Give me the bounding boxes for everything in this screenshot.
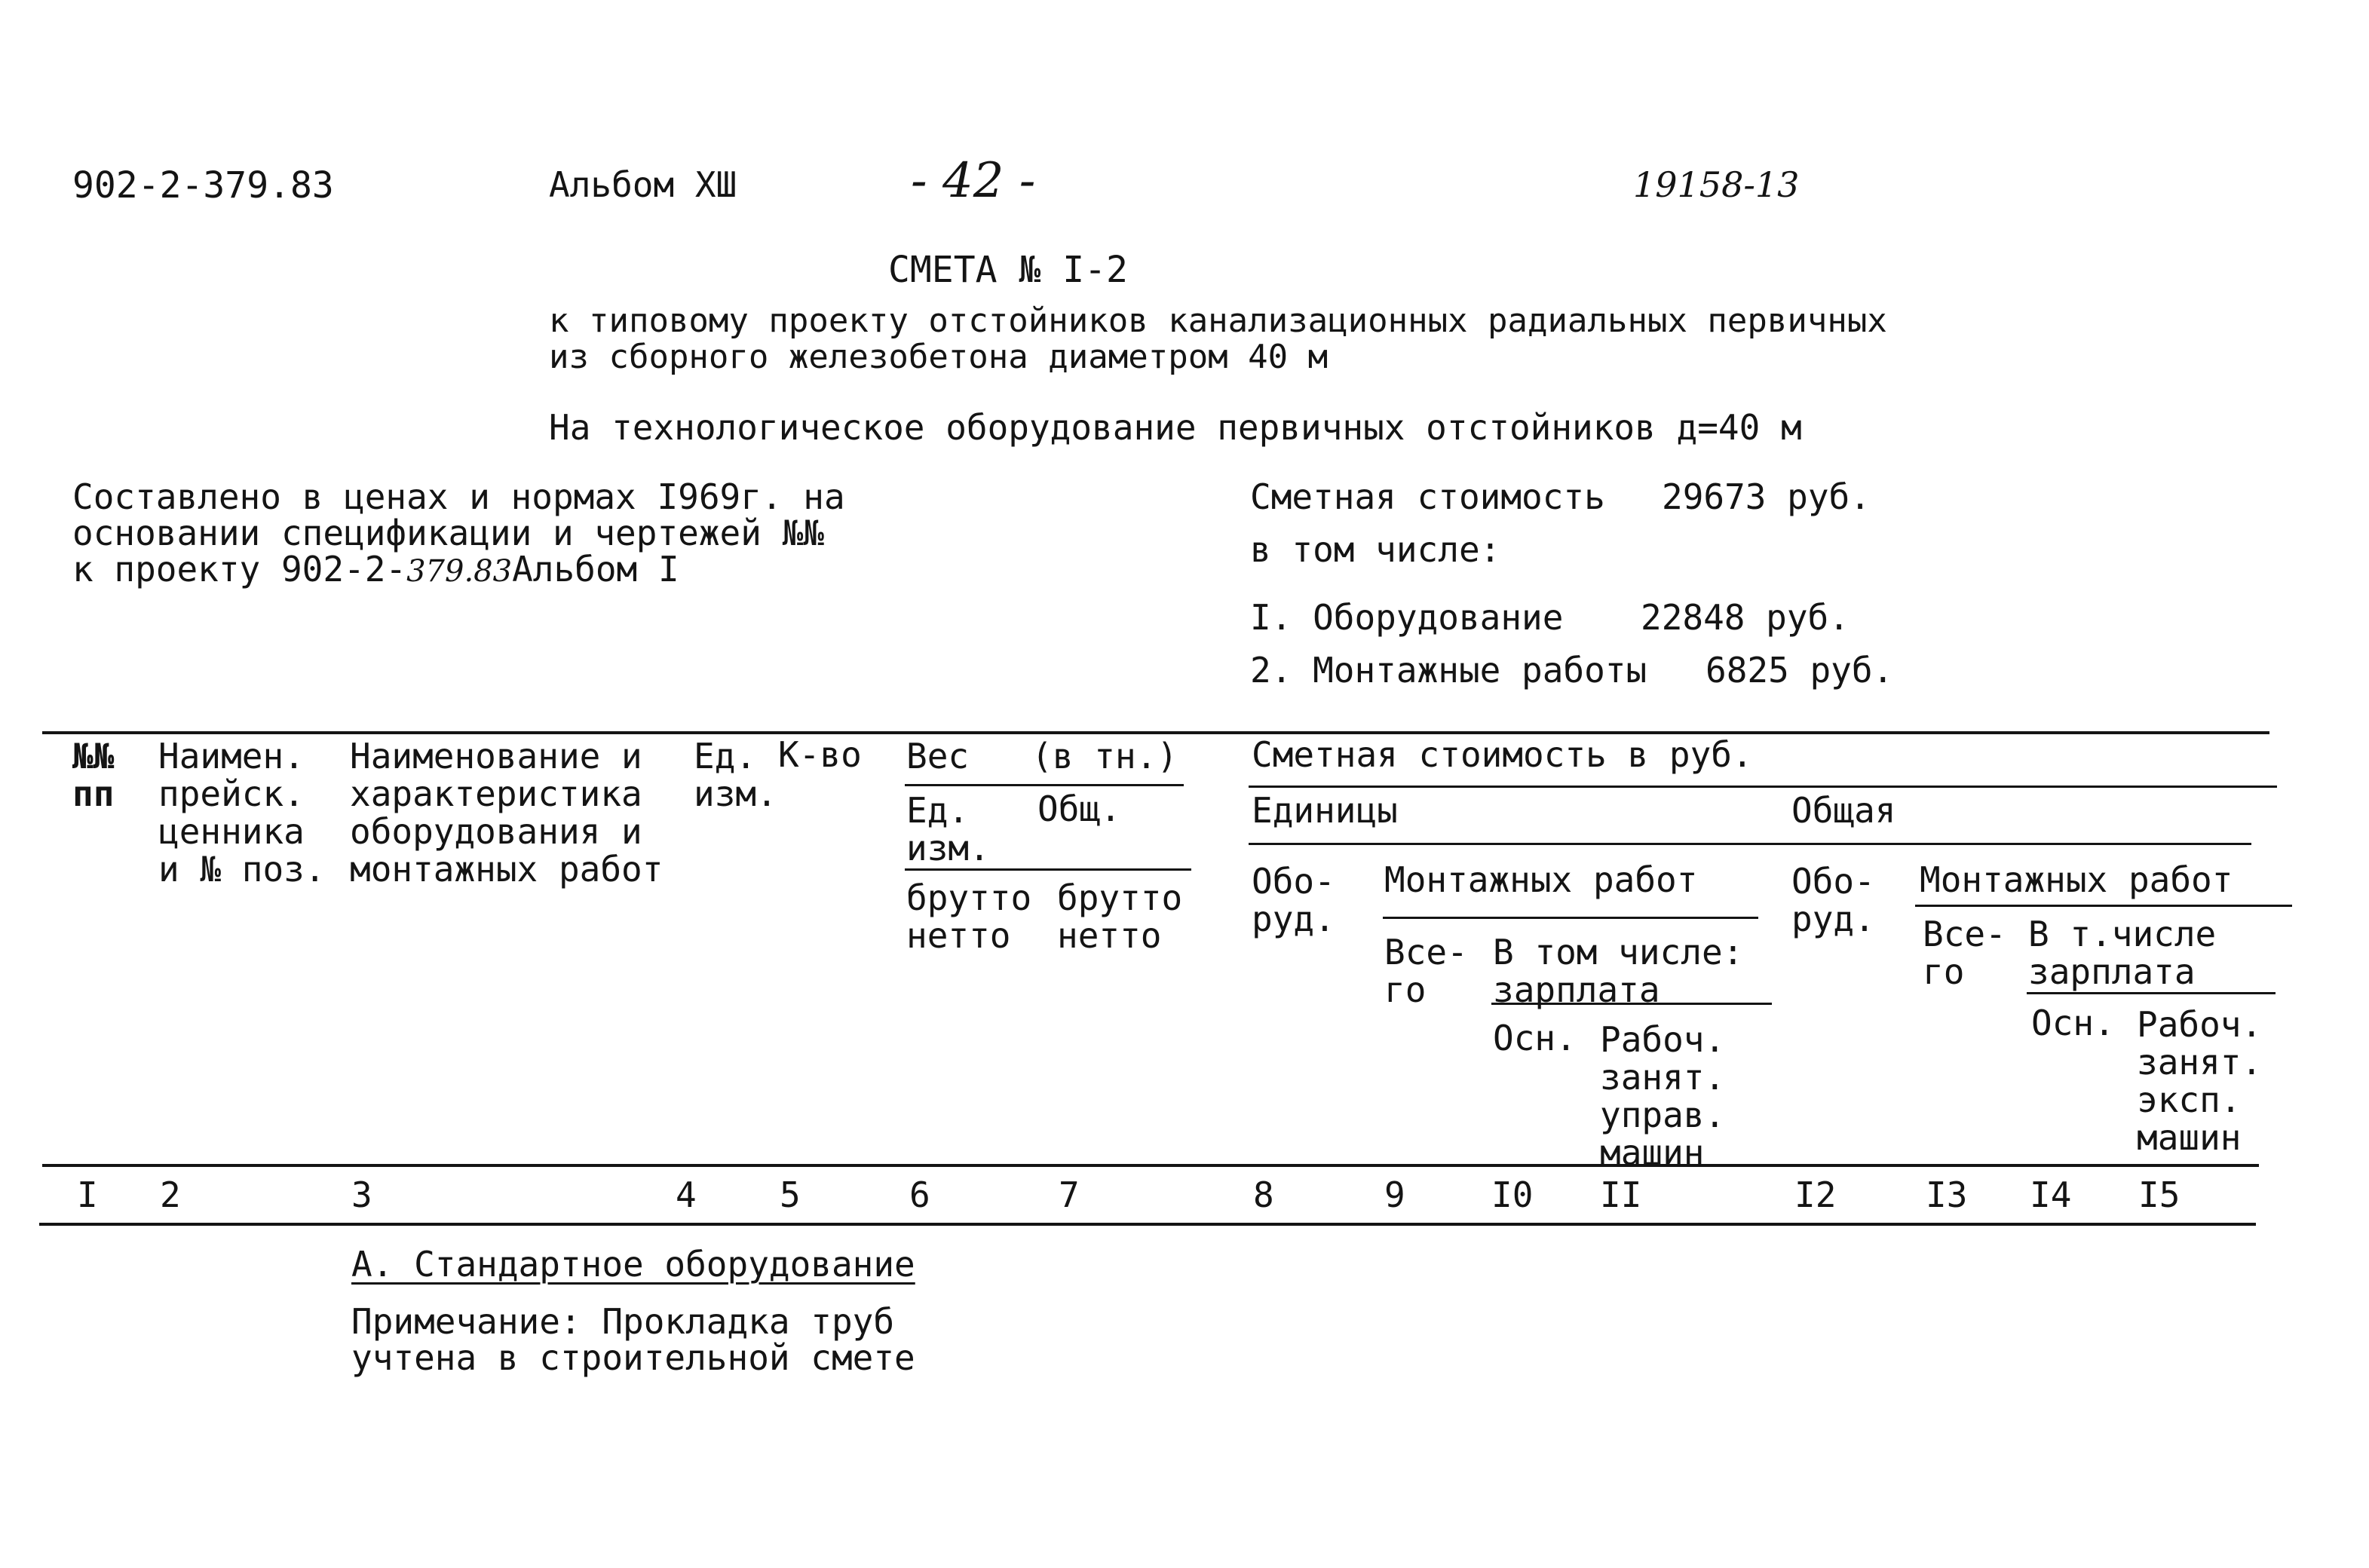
weight-subrule-2 — [905, 868, 1191, 871]
basis-line3-prefix: к проекту 902-2- — [72, 549, 407, 590]
archive-number: 19158-13 — [1633, 164, 1800, 205]
estimate-heading: СМЕТА № I-2 — [888, 249, 1128, 291]
section-note-line1: Примечание: Прокладка труб — [351, 1301, 895, 1342]
numbers-bottom-rule — [39, 1223, 2256, 1226]
column-number: I2 — [1794, 1174, 1837, 1215]
total-salary-base: Осн. — [2031, 1003, 2115, 1043]
total-mounting-including: В т.числе зарплата — [2028, 914, 2217, 992]
basis-line2: основании спецификации и чертежей №№ — [72, 513, 824, 553]
mount-total-rule — [1915, 905, 2292, 907]
weight-subrule-1 — [905, 784, 1184, 786]
column-number: I5 — [2138, 1174, 2181, 1215]
basis-line3 — [72, 549, 679, 590]
weight-title: Вес (в тн.) — [906, 736, 1178, 776]
mount-total-salary-rule — [2027, 992, 2276, 994]
total-mounting-all: Все- го — [1923, 914, 2006, 992]
column-number: I — [77, 1174, 98, 1215]
unit-cost-group: Единицы — [1252, 790, 1398, 831]
col-quantity-header: К-во — [778, 734, 862, 775]
column-number: 9 — [1384, 1174, 1405, 1215]
mounting-cost-value: 6825 руб. — [1705, 650, 1894, 691]
column-number: I0 — [1491, 1174, 1534, 1215]
weight-total-brutto-netto: брутто нетто — [1057, 877, 1183, 956]
unit-salary-base: Осн. — [1493, 1018, 1577, 1058]
cost-sub-rule — [1249, 843, 2251, 845]
unit-salary-machines: Рабоч. занят. управ. машин — [1600, 1019, 1726, 1173]
weight-unit-header: Ед. изм. — [906, 790, 990, 868]
total-mounting-header: Монтажных работ — [1920, 859, 2233, 900]
document-code: 902-2-379.83 — [72, 164, 334, 207]
column-number: I3 — [1926, 1174, 1968, 1215]
unit-mounting-all: Все- го — [1384, 932, 1468, 1010]
col-unit-header: Ед. изм. — [694, 736, 777, 814]
column-number: 2 — [160, 1174, 181, 1215]
total-equipment-header: Обо- руд. — [1791, 861, 1875, 939]
header-bottom-rule — [42, 1164, 2259, 1167]
basis-line3-suffix: Альбом I — [512, 549, 679, 590]
estimate-object: На технологическое оборудование первичных отстойников д=40 м — [549, 407, 1802, 448]
column-number: I4 — [2030, 1174, 2072, 1215]
total-salary-machines: Рабоч. занят. эксп. машин — [2137, 1004, 2263, 1158]
column-number: 3 — [351, 1174, 372, 1215]
weight-unit-brutto-netto: брутто нетто — [906, 877, 1032, 956]
album-label: Альбом ХШ — [549, 164, 737, 205]
table-top-rule — [42, 731, 2269, 734]
mount-unit-rule — [1383, 917, 1758, 919]
basis-line1: Составлено в ценах и нормах I969г. на — [72, 476, 845, 517]
unit-mounting-including: В том числе: зарплата — [1493, 932, 1744, 1010]
basis-line3-handwritten: 379.83 — [406, 554, 513, 589]
including-label: в том числе: — [1250, 529, 1501, 570]
total-cost-label: Сметная стоимость — [1250, 476, 1605, 517]
page-number: - 42 - — [911, 153, 1036, 209]
estimate-subtitle-line1: к типовому проекту отстойников канализационных радиальных первичных — [549, 302, 1887, 340]
col-number-header: №№ пп — [72, 736, 115, 814]
equipment-cost-value: 22848 руб. — [1641, 597, 1850, 638]
col-name-header: Наименование и характеристика оборудования и монтажных работ — [350, 736, 664, 890]
column-number: 6 — [909, 1174, 930, 1215]
column-number: II — [1600, 1174, 1642, 1215]
section-title: А. Стандартное оборудование — [351, 1244, 915, 1285]
cost-group-rule — [1249, 786, 2277, 788]
estimate-subtitle-line2: из сборного железобетона диаметром 40 м — [549, 338, 1329, 376]
section-note-line2: учтена в строительной смете — [351, 1337, 915, 1378]
column-number: 7 — [1059, 1174, 1080, 1215]
col-pricelist-header: Наимен. прейск. ценника и № поз. — [158, 736, 326, 890]
weight-total-header: Общ. — [1037, 789, 1121, 829]
equipment-cost-label: I. Оборудование — [1250, 597, 1564, 638]
cost-title: Сметная стоимость в руб. — [1252, 734, 1753, 775]
total-cost-group: Общая — [1791, 790, 1896, 831]
unit-equipment-header: Обо- руд. — [1252, 861, 1335, 939]
mounting-cost-label: 2. Монтажные работы — [1250, 650, 1647, 691]
column-number: 8 — [1253, 1174, 1274, 1215]
column-number: 5 — [780, 1174, 801, 1215]
unit-mounting-header: Монтажных работ — [1384, 859, 1698, 900]
total-cost-value: 29673 руб. — [1662, 476, 1871, 517]
column-number: 4 — [676, 1174, 697, 1215]
